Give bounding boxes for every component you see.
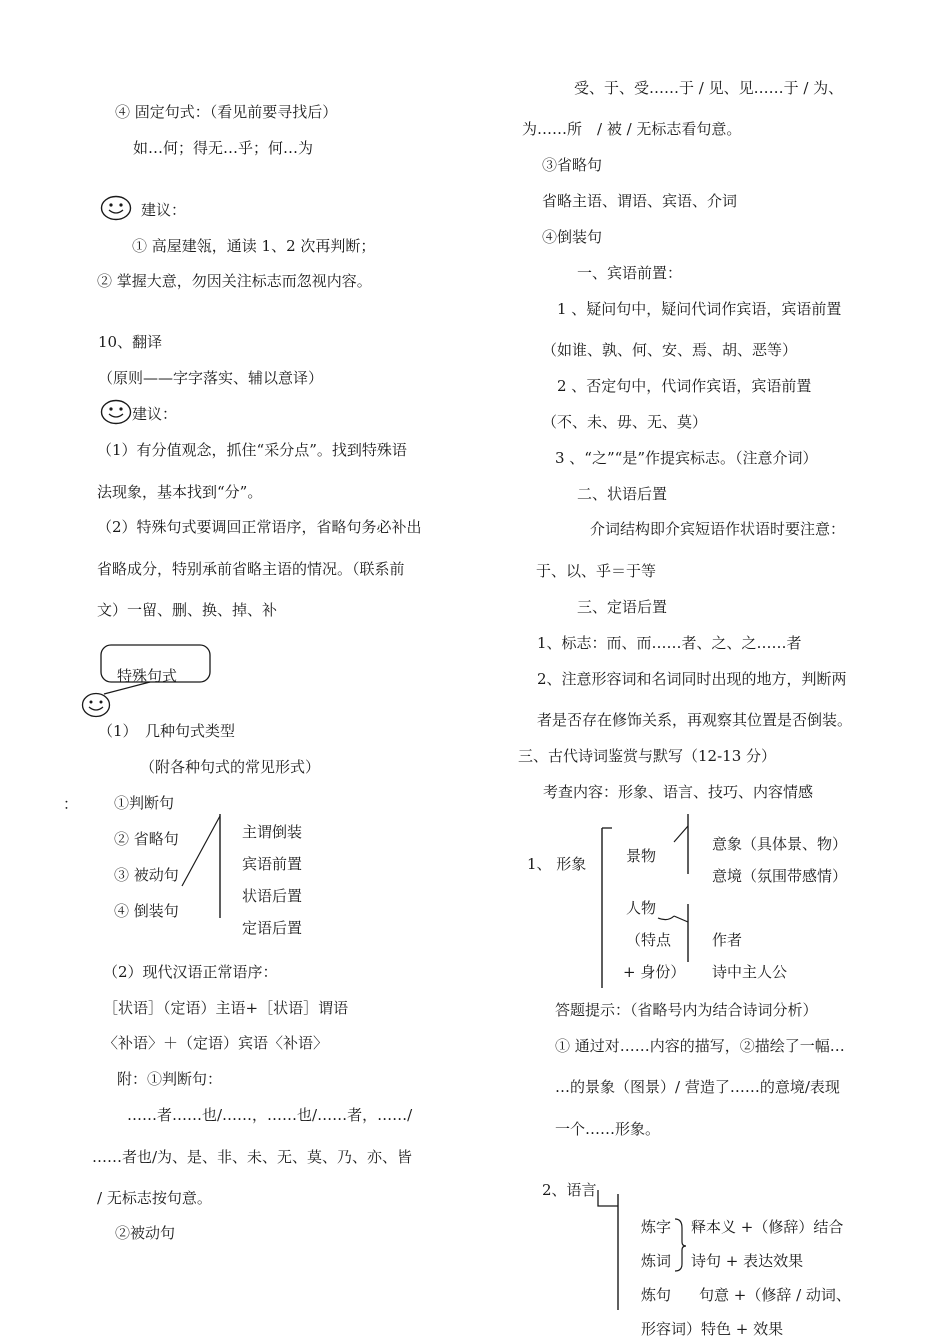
language-branch-text: 句意 +（修辞 / 动词、 <box>699 1286 851 1304</box>
tree-leaf: 意境（氛围带感情） <box>712 867 848 885</box>
inversion-rule: 1、标志：而、而……者、之、之……者 <box>537 634 802 652</box>
sentence-types-heading: （1） 几种句式类型 <box>98 722 236 740</box>
section-heading: 10、翻译 <box>98 333 163 351</box>
inversion-rule: 3 、“之”“是”作提宾标志。（注意介词） <box>555 449 818 467</box>
paragraph-line: 法现象，基本找到“分”。 <box>97 483 263 501</box>
fixed-pattern-heading: ④ 固定句式：（看见前要寻找后） <box>115 103 338 121</box>
inversion-rule: 者是否存在修饰关系，再观察其位置是否倒装。 <box>537 711 853 729</box>
omission-text: 省略主语、谓语、宾语、介词 <box>542 192 738 210</box>
passive-heading: ②被动句 <box>115 1224 176 1242</box>
tree-root-label: 2、语言 <box>542 1181 597 1199</box>
section-heading: 三、古代诗词鉴赏与默写（12-13 分） <box>518 747 777 765</box>
language-branch-label: 炼词 <box>641 1252 672 1270</box>
language-branch-label: 炼字 <box>641 1218 672 1236</box>
omission-heading: ③省略句 <box>542 156 603 174</box>
judgement-forms: / 无标志按句意。 <box>97 1189 212 1207</box>
tree-root-label: 1、 形象 <box>527 855 587 873</box>
language-branch-text: 诗句 + 表达效果 <box>691 1252 804 1270</box>
language-branch-text: 释本义 +（修辞）结合 <box>691 1218 844 1236</box>
advice-label: 建议： <box>141 201 187 219</box>
fixed-pattern-forms: 如…何；得无…乎；何…为 <box>133 139 314 157</box>
advice-item: ② 掌握大意，勿因关注标志而忽视内容。 <box>97 272 372 290</box>
judgement-forms: ……者……也/……，……也/……者，……/ <box>127 1106 413 1124</box>
word-order-line: ［状语］（定语）主语+［状语］谓语 <box>103 999 349 1017</box>
inversion-rule: 2、注意形容词和名词同时出现的地方，判断两 <box>537 670 847 688</box>
tree-node-note: （特点 <box>626 931 672 949</box>
sentence-type-item: ② 省略句 <box>114 830 179 848</box>
inversion-subheading: 二、状语后置 <box>577 485 668 503</box>
answer-hint-line: ① 通过对……内容的描写，②描绘了一幅… <box>555 1037 845 1055</box>
inversion-rule: 2 、否定句中，代词作宾语，宾语前置 <box>557 377 812 395</box>
inversion-rule: 介词结构即介宾短语作状语时要注意： <box>590 520 846 538</box>
translation-principle: （原则——字字落实、辅以意译） <box>98 369 324 387</box>
tree-node-note: + 身份） <box>623 963 686 981</box>
advice-item: ① 高屋建瓴，通读 1、2 次再判断； <box>132 237 376 255</box>
paragraph-line: 文）一留、删、换、掉、补 <box>97 601 278 619</box>
inversion-rule: （不、未、毋、无、莫） <box>542 413 708 431</box>
advice-label: 建议： <box>132 405 178 423</box>
exam-content: 考查内容：形象、语言、技巧、内容情感 <box>543 783 814 801</box>
bubble-label: 特殊句式 <box>117 667 178 685</box>
sentence-type-item: ④ 倒装句 <box>114 902 179 920</box>
sentence-type-item: ①判断句 <box>114 794 175 812</box>
judgement-forms: ……者也/为、是、非、未、无、莫、乃、亦、皆 <box>92 1148 413 1166</box>
inversion-type: 主谓倒装 <box>242 823 303 841</box>
tree-leaf: 意象（具体景、物） <box>712 835 848 853</box>
colon-mark: ： <box>63 795 79 813</box>
word-order-line: 〈补语〉＋（定语）宾语〈补语〉 <box>103 1034 329 1052</box>
paragraph-line: （1）有分值观念，抓住“采分点”。找到特殊语 <box>97 441 407 459</box>
sentence-type-item: ③ 被动句 <box>114 866 179 884</box>
sentence-types-subtitle: （附各种句式的常见形式） <box>140 758 321 776</box>
answer-hint-line: …的景象（图景）/ 营造了……的意境/表现 <box>555 1078 840 1096</box>
inversion-rule: （如谁、孰、何、安、焉、胡、恶等） <box>542 341 798 359</box>
inversion-subheading: 一、宾语前置： <box>577 264 683 282</box>
inversion-rule: 于、以、乎＝于等 <box>536 562 657 580</box>
inversion-bracket <box>180 812 230 920</box>
word-order-heading: （2）现代汉语正常语序： <box>103 963 278 981</box>
answer-hint-line: 一个……形象。 <box>555 1120 661 1138</box>
paragraph-line: （2）特殊句式要调回正常语序，省略句务必补出 <box>97 518 422 536</box>
appendix-label: 附：①判断句： <box>117 1070 223 1088</box>
tree-node-label: 人物 <box>626 899 657 917</box>
paragraph-line: 省略成分，特别承前省略主语的情况。（联系前 <box>97 560 405 578</box>
language-branch-text: 形容词）特色 + 效果 <box>641 1320 784 1338</box>
answer-hint-heading: 答题提示：（省略号内为结合诗词分析） <box>555 1001 818 1019</box>
smiley-icon <box>100 195 132 221</box>
passive-forms: 为……所 / 被 / 无标志看句意。 <box>522 120 742 138</box>
inversion-type: 宾语前置 <box>242 855 303 873</box>
inversion-heading: ④倒装句 <box>542 228 603 246</box>
tree-leaf: 作者 <box>712 931 743 949</box>
tree-node-label: 景物 <box>626 847 657 865</box>
inversion-rule: 1 、疑问句中，疑问代词作宾语，宾语前置 <box>557 300 842 318</box>
inversion-type: 状语后置 <box>242 887 303 905</box>
tree-leaf: 诗中主人公 <box>712 963 788 981</box>
smiley-icon <box>100 399 132 425</box>
inversion-type: 定语后置 <box>242 919 303 937</box>
passive-forms: 受、于、受……于 / 见、见……于 / 为、 <box>574 79 844 97</box>
language-branch-label: 炼句 <box>641 1286 672 1304</box>
inversion-subheading: 三、定语后置 <box>577 598 668 616</box>
